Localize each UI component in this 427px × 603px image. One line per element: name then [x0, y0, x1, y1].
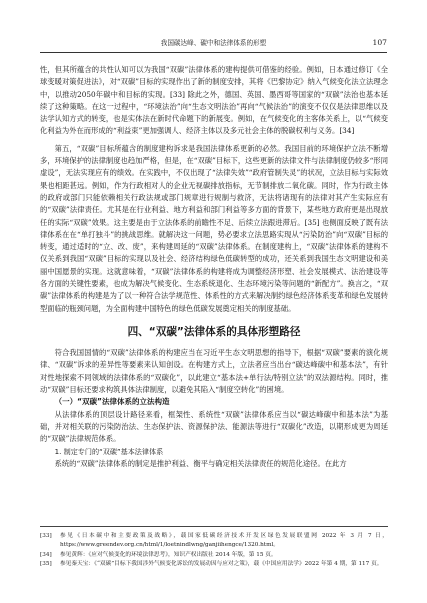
- footnote-text: 参见黄辉：《应对气候变化的环境法律思考》，知识产权出版社 2014 年版，第 15 页。: [60, 551, 277, 558]
- footnotes: [40, 526, 388, 570]
- running-header: [40, 38, 387, 53]
- footnote-text: 参见秦天宝：《“双碳”目标下我国涉外气候变化诉讼的发展动因与应对之策》，载《中国应用法学》2022 年第 4 期，第 117 页。: [60, 561, 383, 568]
- footnote: [40, 560, 388, 569]
- footnote-number: [35]: [40, 561, 52, 568]
- paragraph-4: 从法律体系的顶层设计路径来看，框架性、系统性“双碳”法律体系应当以“碳达峰碳中和基本法”为基础，并对相关联的污染防治法、生态保护法、资源保护法、能源法等进行“双碳化”改造，以期形成更为周延的“双碳”法律规范体系。: [40, 409, 388, 444]
- paragraph-5: 系统的“双碳”法律体系的制定是推护利益、衡平与确定相关法律责任的规范化途径。在此方: [54, 458, 347, 468]
- footnote-text: 参见《日本碳中和主要政策及战略》，载国家低碳经济技术开发区绿色发展联盟网 2022 年 3 月 7 日，https://www.greendev.org.cn/html/1/loetnindlwng/ganjiihengce/1320.html。: [60, 533, 388, 549]
- footnote-number: [33]: [40, 533, 52, 539]
- footnote-number: [34]: [40, 551, 52, 558]
- paragraph-1: 性，但其所蕴含的共性认知可以为我国“双碳”法律体系的建构提供可借鉴的经验。例如，日本通过修订《全球变暖对策促进法》，对“双碳”目标的实现作出了新的制度安排，其将《巴黎协定》纳入气候变化法立法理念中，以推动2050年碳中和目标的实现。[33] 除此之外，德国、英国、墨西哥等国家的“双碳”法治也基本延续了这种策略。在这一过程中，“环境法治”向“生态文明法治”再向“气候法治”的演变不仅仅是法律思维以及法学认知方式的转变，也是实体法在新时代命题下的新展变。例如，在气候变化的主客体关系上，以“气候变化利益为外在而形成的“利益束”更加强调人、经济主体以及多元社会主体的脱碳权利与义务。[34]: [40, 65, 388, 136]
- paragraph-3: 符合我国国情的“双碳”法律体系的构建应当在习近平生态文明思想的指导下，根据“双碳”要素的演化规律、“双碳”诉求的差异性等要素来认知创设。在构建方式上，立法者应当出台“碳达峰碳中和基本法”，有针对性地探索不同领域的法律体系的“双碳化”，以此建立“基本法+单行法/特别立法”的双法源结构。同时，推动“双碳”目标还要求构筑具体法律制度，以避免其陷入“制度空转化”的困境。: [40, 347, 388, 394]
- subsection-heading: （一）“双碳”法律体系的立法构造: [54, 397, 170, 407]
- section-heading: 四、“双碳”法律体系的具体形塑路径: [127, 325, 301, 338]
- paragraph-2: 第五，“双碳”目标所蕴含的制度建构诉求是我国法律体系更新的必然。我国目前的环境保护立法不断增多，环境保护的法律制度也趋加严格，但是，在“双碳”目标下，这些更新的法律文件与法律制度仍较多“形同虚设”，无法实现应有的绩效。在实践中，不仅出现了“法律失效”“政府管制失灵”的状况，立法目标与实际效果也相距甚远。例如，作为行政相对人的企业无视碳排放指标，无节制排放二氧化碳。同时，作为行政主体的政府或部门只能依赖相关行政法规或部门规章进行规制与救济，无法将诸现有的法律对其产生实际应有的“双碳”法律责任。尤其是在行业利益、地方利益和部门利益等多方面的背景下，某些地方政府更是出现放任的实际“双碳”效果。这主要是由于立法体系的前瞻性不足、后续立法跟进滞后。[35] 也侧面反映了既有法律体系在在“单打独斗”的挑战思维。就解决这一问题，势必要求立法思路实现从“污染防治”向“双碳”目标的转变，通过适时的“立、改、废”，来构建周延的“双碳”法律体系。在制度建构上，“双碳”法律体系的建构不仅关系到我国“双碳”目标的实现以及社会、经济结构绿色低碳转型的成功，还关系到我国生态文明建设和美丽中国愿景的实现。这就意味着，“双碳”法律体系的构建将成为调整经济形塑、社会发展模式、法治建设等各方面的关键性要素，也成为解决气候变化、生态系统退化、生态环境污染等问题的“新配方”。换言之，“双碳”法律体系的构建是为了以一种符合法学规范性、体系性的方式来解决制约绿色经济体系变革和绿色发展转型面临的瓶颈问题，为全面构建中国特色的绿色低碳发展奠定相关的制度基础。: [40, 143, 388, 313]
- footnote: [40, 532, 388, 551]
- body-text: [40, 64, 388, 470]
- subsubsection-heading: 1. 制定专门的“双碳”基本法律体系: [54, 446, 164, 456]
- footnote: [40, 551, 388, 560]
- page-number: 107: [372, 38, 387, 47]
- running-title: 我国碳达峰、碳中和法律体系的形塑: [160, 39, 267, 47]
